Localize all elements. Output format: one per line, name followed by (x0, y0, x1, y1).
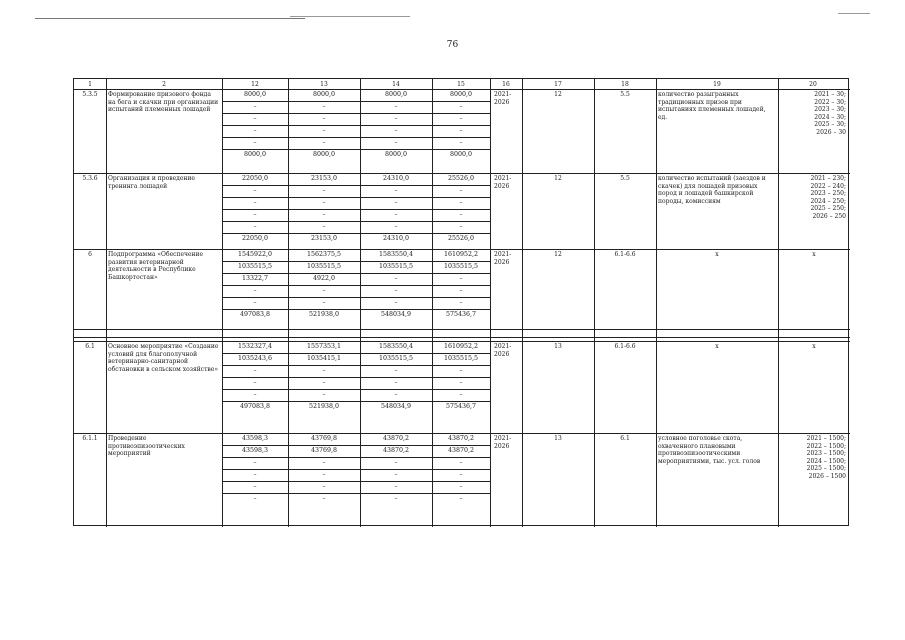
scan-line-top-left-2 (290, 16, 410, 17)
amount-cell: 8000,0 (384, 151, 408, 158)
row-name: Проведение противоэпизоотических мероприятий (108, 435, 185, 457)
row-name: Подпрограмма «Обеспечение развития ветеринарной деятельности в Республике Башкортостан» (108, 251, 204, 281)
empty-cell: – (322, 391, 326, 398)
subrow-divider (222, 297, 490, 298)
row-divider (74, 249, 850, 250)
subrow-divider (222, 365, 490, 366)
header-col-20: 20 (809, 81, 817, 88)
target-value: 2023 – 30; (814, 106, 846, 113)
header-col-18: 18 (621, 81, 629, 88)
empty-cell: – (459, 103, 463, 110)
empty-cell: – (322, 495, 326, 502)
amount-cell: 22050,0 (241, 175, 269, 182)
empty-cell: – (459, 223, 463, 230)
empty-cell: – (459, 115, 463, 122)
column-divider (594, 79, 595, 527)
row-indicator: условное поголовье скота, охваченного плановыми противоэпизоотическими мероприятиями, тыс. усл. голов (658, 435, 761, 465)
amount-cell: 8000,0 (312, 151, 336, 158)
subrow-divider (222, 197, 490, 198)
empty-cell: – (394, 459, 398, 466)
amount-cell: 521938,0 (308, 403, 340, 410)
target-value: 2026 – 250 (812, 212, 846, 220)
amount-cell: 43598,3 (241, 435, 269, 442)
header-col-2: 2 (162, 81, 166, 88)
amount-cell: 521938,0 (308, 311, 340, 318)
header-col-13: 13 (320, 81, 328, 88)
row-code: 5.3.5 (82, 91, 98, 98)
target-value: 2024 – 30; (814, 113, 846, 121)
amount-cell: 25526,0 (447, 235, 475, 242)
scan-line-top-right (838, 13, 870, 14)
empty-cell: – (394, 103, 398, 110)
subrow-divider (222, 113, 490, 114)
column-divider (106, 79, 107, 527)
empty-cell: – (322, 471, 326, 478)
row-col17: 12 (554, 251, 562, 258)
row-col18: 5.5 (620, 91, 630, 98)
header-col-1: 1 (88, 81, 92, 88)
amount-cell: 8000,0 (449, 151, 473, 158)
empty-cell: – (322, 379, 326, 386)
empty-cell: – (322, 459, 326, 466)
amount-cell: 43870,2 (447, 447, 475, 454)
subrow-divider (222, 445, 490, 446)
empty-cell: – (253, 115, 257, 122)
empty-cell: – (253, 211, 257, 218)
header-col-16: 16 (502, 81, 510, 88)
empty-cell: – (394, 367, 398, 374)
subrow-divider (222, 137, 490, 138)
subrow-divider (222, 285, 490, 286)
amount-cell: 43870,2 (447, 435, 475, 442)
amount-cell: 1035515,5 (443, 355, 479, 362)
empty-cell: – (322, 483, 326, 490)
target-value: 2022 – 1500; (806, 442, 846, 450)
amount-cell: 1532327,4 (237, 343, 273, 350)
row-col17: 13 (554, 435, 562, 442)
row-name: Организация и проведение тренинга лошадей (108, 175, 195, 190)
amount-cell: 1610952,2 (443, 251, 479, 258)
subrow-divider (222, 401, 490, 402)
empty-cell: – (322, 223, 326, 230)
target-value: 2023 – 1500; (806, 450, 846, 457)
subrow-divider (222, 481, 490, 482)
amount-cell: 1035515,5 (378, 263, 414, 270)
empty-cell: – (459, 139, 463, 146)
row-years: 2021-2026 (494, 343, 512, 358)
row-years: 2021-2026 (494, 435, 512, 450)
row-years: 2021-2026 (494, 251, 512, 266)
empty-cell: – (253, 199, 257, 206)
empty-cell: – (459, 299, 463, 306)
empty-cell: – (253, 471, 257, 478)
amount-cell: 1583550,4 (378, 343, 414, 350)
empty-cell: – (394, 287, 398, 294)
empty-cell: – (459, 199, 463, 206)
header-col-14: 14 (392, 81, 400, 88)
amount-cell: 8000,0 (449, 91, 473, 98)
amount-cell: 497083,8 (239, 403, 271, 410)
row-divider (74, 341, 850, 342)
row-code: 5.3.6 (82, 175, 98, 182)
row-col18: 6.1 (620, 435, 630, 442)
empty-cell: – (322, 115, 326, 122)
empty-cell: – (253, 459, 257, 466)
subrow-divider (222, 309, 490, 310)
amount-cell: 23153,0 (310, 175, 338, 182)
amount-cell: 1610952,2 (443, 343, 479, 350)
subrow-divider (222, 149, 490, 150)
empty-cell: – (253, 139, 257, 146)
empty-cell: – (394, 211, 398, 218)
amount-cell: 548034,9 (380, 403, 412, 410)
empty-cell: – (394, 127, 398, 134)
amount-cell: 13322,7 (241, 275, 269, 282)
amount-cell: 43598,3 (241, 447, 269, 454)
amount-cell: 43769,8 (310, 447, 338, 454)
row-divider (74, 433, 850, 434)
row-indicator: количество разыгранных традиционных призов при испытаниях племенных лошадей, ед. (658, 91, 766, 121)
empty-cell: – (394, 379, 398, 386)
subrow-divider (222, 101, 490, 102)
empty-cell: – (322, 299, 326, 306)
row-indicator: количество испытаний (заездов и скачек) для лошадей призовых пород и лошадей башкирской породы, комиссиям (658, 175, 766, 205)
amount-cell: 8000,0 (243, 151, 267, 158)
row-col18: 5.5 (620, 175, 630, 182)
row-code: 6.1.1 (82, 435, 98, 442)
row-col18: 6.1-6.6 (614, 251, 636, 258)
subrow-divider (222, 493, 490, 494)
empty-cell: – (322, 199, 326, 206)
empty-cell: – (459, 367, 463, 374)
target-value: 2022 – 30; (814, 98, 846, 106)
header-col-12: 12 (251, 81, 259, 88)
empty-cell: – (394, 199, 398, 206)
amount-cell: 1545922,0 (237, 251, 273, 258)
amount-cell: 1035415,1 (306, 355, 342, 362)
empty-cell: – (253, 127, 257, 134)
scan-line-top-left (35, 18, 305, 19)
header-col-15: 15 (457, 81, 465, 88)
empty-cell: – (394, 391, 398, 398)
program-table (73, 78, 849, 526)
row-indicator: x (715, 251, 719, 258)
row-col17: 12 (554, 175, 562, 182)
subrow-divider (222, 389, 490, 390)
subrow-divider (222, 261, 490, 262)
empty-cell: – (459, 287, 463, 294)
empty-cell: – (394, 495, 398, 502)
empty-cell: – (459, 275, 463, 282)
empty-cell: – (394, 139, 398, 146)
row-name: Основное мероприятие «Создание условий для благополучной ветеринарно-санитарной обстановки в сельском хозяйстве» (108, 343, 219, 373)
column-divider (522, 79, 523, 527)
header-col-19: 19 (713, 81, 721, 88)
target-value: 2025 – 30; (814, 121, 846, 128)
row-name: Формирование призового фонда на бега и скачки при организации испытаний племенных лошадей (108, 91, 219, 113)
amount-cell: 1562375,5 (306, 251, 342, 258)
target-value: 2024 – 1500; (806, 457, 846, 465)
amount-cell: 1035515,5 (378, 355, 414, 362)
header-divider (74, 89, 850, 90)
row-col18: 6.1-6.6 (614, 343, 636, 350)
amount-cell: 8000,0 (243, 91, 267, 98)
amount-cell: 4922,0 (312, 275, 336, 282)
column-divider (656, 79, 657, 527)
amount-cell: 24310,0 (382, 235, 410, 242)
target-value: 2022 – 240; (810, 182, 846, 190)
row-years: 2021-2026 (494, 91, 512, 106)
empty-cell: – (459, 379, 463, 386)
target-value: x (812, 251, 816, 258)
empty-cell: – (459, 483, 463, 490)
amount-cell: 1035515,5 (306, 263, 342, 270)
empty-cell: – (253, 299, 257, 306)
empty-cell: – (322, 187, 326, 194)
empty-cell: – (322, 211, 326, 218)
empty-cell: – (394, 115, 398, 122)
amount-cell: 575436,7 (445, 403, 477, 410)
subrow-divider (222, 469, 490, 470)
empty-cell: – (253, 367, 257, 374)
target-value: 2024 – 250; (810, 197, 846, 205)
empty-cell: – (322, 103, 326, 110)
subrow-divider (222, 185, 490, 186)
row-col17: 13 (554, 343, 562, 350)
empty-cell: – (394, 187, 398, 194)
row-code: 6 (88, 251, 92, 258)
amount-cell: 1035515,5 (443, 263, 479, 270)
empty-cell: – (394, 483, 398, 490)
empty-cell: – (253, 495, 257, 502)
empty-cell: – (253, 187, 257, 194)
amount-cell: 497083,8 (239, 311, 271, 318)
target-value: 2025 – 250; (810, 205, 846, 212)
subrow-divider (222, 377, 490, 378)
target-value: 2026 – 1500 (808, 472, 846, 480)
empty-cell: – (322, 367, 326, 374)
target-value: 2025 – 1500; (806, 465, 846, 472)
amount-cell: 1035515,5 (237, 263, 273, 270)
target-value: 2021 – 230; (810, 175, 846, 182)
row-code: 6.1 (85, 343, 95, 350)
subrow-divider (222, 221, 490, 222)
amount-cell: 8000,0 (312, 91, 336, 98)
subrow-divider (222, 125, 490, 126)
empty-cell: – (253, 223, 257, 230)
empty-cell: – (253, 483, 257, 490)
empty-cell: – (459, 127, 463, 134)
empty-cell: – (394, 275, 398, 282)
empty-cell: – (459, 211, 463, 218)
amount-cell: 43769,8 (310, 435, 338, 442)
amount-cell: 1035243,6 (237, 355, 273, 362)
empty-cell: – (253, 287, 257, 294)
empty-cell: – (253, 103, 257, 110)
target-value: 2021 – 1500; (806, 435, 846, 442)
empty-cell: – (459, 495, 463, 502)
empty-cell: – (253, 379, 257, 386)
amount-cell: 23153,0 (310, 235, 338, 242)
subrow-divider (222, 233, 490, 234)
subrow-divider (222, 457, 490, 458)
empty-cell: – (322, 287, 326, 294)
amount-cell: 548034,9 (380, 311, 412, 318)
amount-cell: 1557353,1 (306, 343, 342, 350)
empty-cell: – (459, 459, 463, 466)
row-indicator: x (715, 343, 719, 350)
target-value: 2026 – 30 (816, 128, 846, 136)
page-number: 76 (446, 40, 459, 50)
row-divider (74, 173, 850, 174)
amount-cell: 575436,7 (445, 311, 477, 318)
empty-cell: – (394, 223, 398, 230)
column-divider (490, 79, 491, 527)
empty-cell: – (394, 471, 398, 478)
empty-cell: – (394, 299, 398, 306)
row-col17: 12 (554, 91, 562, 98)
target-value: x (812, 343, 816, 350)
row-years: 2021-2026 (494, 175, 512, 190)
empty-cell: – (459, 187, 463, 194)
empty-cell: – (253, 391, 257, 398)
amount-cell: 22050,0 (241, 235, 269, 242)
amount-cell: 24310,0 (382, 175, 410, 182)
empty-cell: – (322, 139, 326, 146)
empty-cell: – (459, 471, 463, 478)
target-value: 2023 – 250; (810, 190, 846, 197)
amount-cell: 25526,0 (447, 175, 475, 182)
empty-cell: – (322, 127, 326, 134)
subrow-divider (222, 209, 490, 210)
header-col-17: 17 (554, 81, 562, 88)
amount-cell: 8000,0 (384, 91, 408, 98)
empty-cell: – (459, 391, 463, 398)
amount-cell: 43870,2 (382, 435, 410, 442)
amount-cell: 43870,2 (382, 447, 410, 454)
amount-cell: 1583550,4 (378, 251, 414, 258)
band-divider (74, 337, 850, 338)
subrow-divider (222, 273, 490, 274)
target-value: 2021 – 30; (814, 91, 846, 98)
subrow-divider (222, 353, 490, 354)
band-divider (74, 329, 850, 330)
